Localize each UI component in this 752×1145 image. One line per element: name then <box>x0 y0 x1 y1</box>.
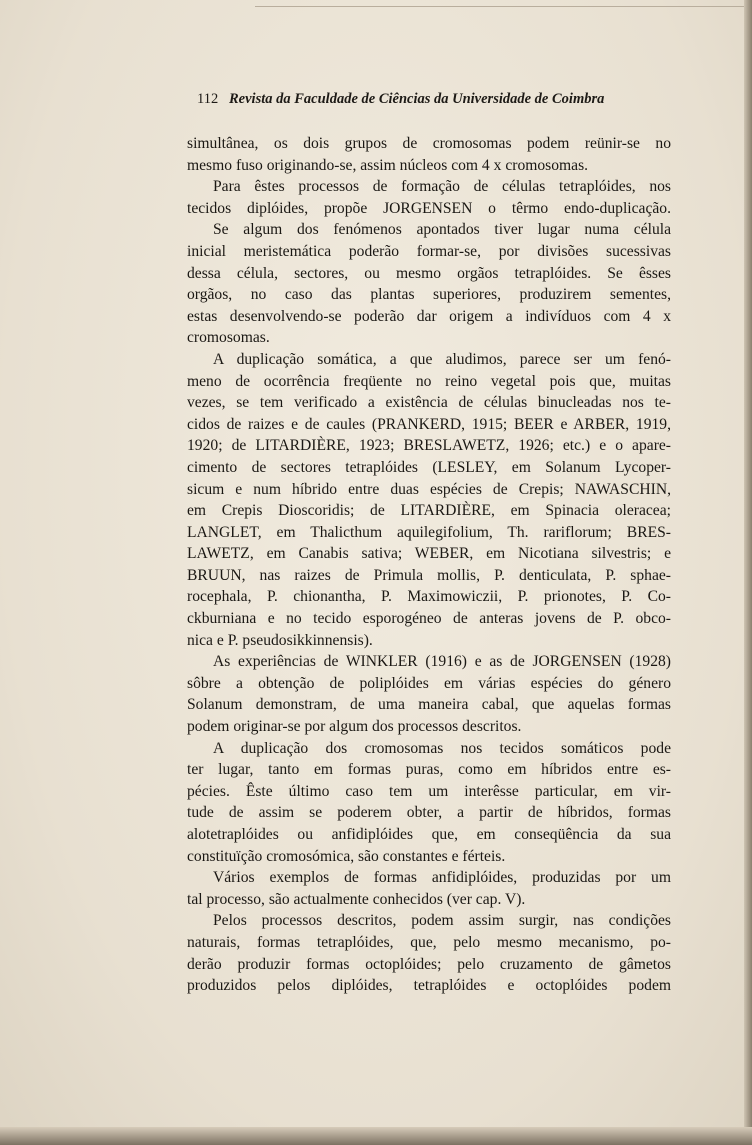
text-line: alotetraplóides ou anfidiplóides que, em conseqüência da sua <box>187 826 671 843</box>
text-line: tecidos diplóides, propõe JORGENSEN o têrmo endo-duplicação. <box>187 199 671 217</box>
text-line: em Crepis Dioscoridis; de LITARDIÈRE, em Spinacia oleracea; <box>187 502 671 520</box>
text-line: tude de assim se poderem obter, a partir de híbridos, formas <box>187 804 671 822</box>
text-line: produzidos pelos diplóides, tetraplóides e octoplóides podem <box>187 977 671 995</box>
running-header <box>197 91 677 113</box>
top-rule <box>255 6 752 7</box>
text-line: orgãos, no caso das plantas superiores, produzirem sementes, <box>187 286 671 304</box>
text-line: Vários exemplos de formas anfidiplóides, produzidas por um <box>213 869 671 887</box>
text-line: pécies. Êste último caso tem um interêsse particular, em vir- <box>187 782 671 800</box>
text-line: BRUUN, nas raizes de Primula mollis, P. denticulata, P. sphae- <box>187 566 671 584</box>
text-line: sôbre a obtenção de poliplóides em várias espécies do género <box>187 674 671 692</box>
text-line: estas desenvolvendo-se poderão dar origem a indivíduos com 4 x <box>187 307 671 325</box>
text-line: Pelos processos descritos, podem assim surgir, nas condições <box>213 912 671 930</box>
text-line: inicial meristemática poderão formar-se, por divisões sucessivas <box>187 242 671 260</box>
text-line: Para êstes processos de formação de células tetraplóides, nos <box>213 178 671 196</box>
page-number: 112 <box>197 91 219 107</box>
text-line: constituïção cromosómica, são constantes e férteis. <box>187 847 506 865</box>
text-line: As experiências de WINKLER (1916) e as de JORGENSEN (1928) <box>213 653 671 671</box>
text-line: derão produzir formas octoplóides; pelo cruzamento de gâmetos <box>187 955 671 973</box>
body-text <box>187 133 671 997</box>
text-line: podem originar-se por algum dos processos descritos. <box>187 718 522 736</box>
text-line: cimento de sectores tetraplóides (LESLEY, em Solanum Lycoper- <box>187 458 671 476</box>
text-line: meno de ocorrência freqüente no reino vegetal pois que, muitas <box>187 372 671 390</box>
page-edge-shadow <box>744 0 752 1145</box>
text-line: ter lugar, tanto em formas puras, como em híbridos entre es- <box>187 761 671 779</box>
text-line: cromosomas. <box>187 329 270 347</box>
text-line: A duplicação dos cromosomas nos tecidos somáticos pode <box>213 739 671 757</box>
text-line: LANGLET, em Thalicthum aquilegifolium, Th. rariflorum; BRES- <box>187 523 671 541</box>
text-line: mesmo fuso originando-se, assim núcleos com 4 x cromosomas. <box>187 156 589 174</box>
text-line: tal processo, são actualmente conhecidos (ver cap. V). <box>187 890 526 908</box>
text-line: LAWETZ, em Canabis sativa; WEBER, em Nicotiana silvestris; e <box>187 545 671 563</box>
text-line: cidos de raizes e de caules (PRANKERD, 1915; BEER e ARBER, 1919, <box>187 415 671 433</box>
text-line: sicum e num híbrido entre duas espécies de Crepis; NAWASCHIN, <box>187 480 671 498</box>
text-line: Se algum dos fenómenos apontados tiver lugar numa célula <box>213 221 671 239</box>
text-line: A duplicação somática, a que aludimos, parece ser um fenó- <box>213 350 671 368</box>
text-line: dessa célula, sectores, ou mesmo orgãos tetraplóides. Se êsses <box>187 264 671 282</box>
text-line: naturais, formas tetraplóides, que, pelo mesmo mecanismo, po- <box>187 933 671 951</box>
text-line: Solanum demonstram, de uma maneira cabal, que aquelas formas <box>187 696 671 714</box>
text-line: vezes, se tem verificado a existência de células binucleadas nos te- <box>187 394 671 412</box>
page-bottom-shadow <box>0 1127 752 1145</box>
text-line: 1920; de LITARDIÈRE, 1923; BRESLAWETZ, 1926; etc.) e o apare- <box>187 437 671 455</box>
text-line: rocephala, P. chionantha, P. Maximowiczii, P. prionotes, P. Co- <box>187 588 671 606</box>
text-line: ckburniana e no tecido esporogéneo de anteras jovens de P. obco- <box>187 610 671 628</box>
text-line: simultânea, os dois grupos de cromosomas podem reünir-se no <box>187 135 671 152</box>
text-line: nica e P. pseudosikkinnensis). <box>187 631 373 649</box>
running-title: Revista da Faculdade de Ciências da Universidade de Coimbra <box>229 91 605 107</box>
